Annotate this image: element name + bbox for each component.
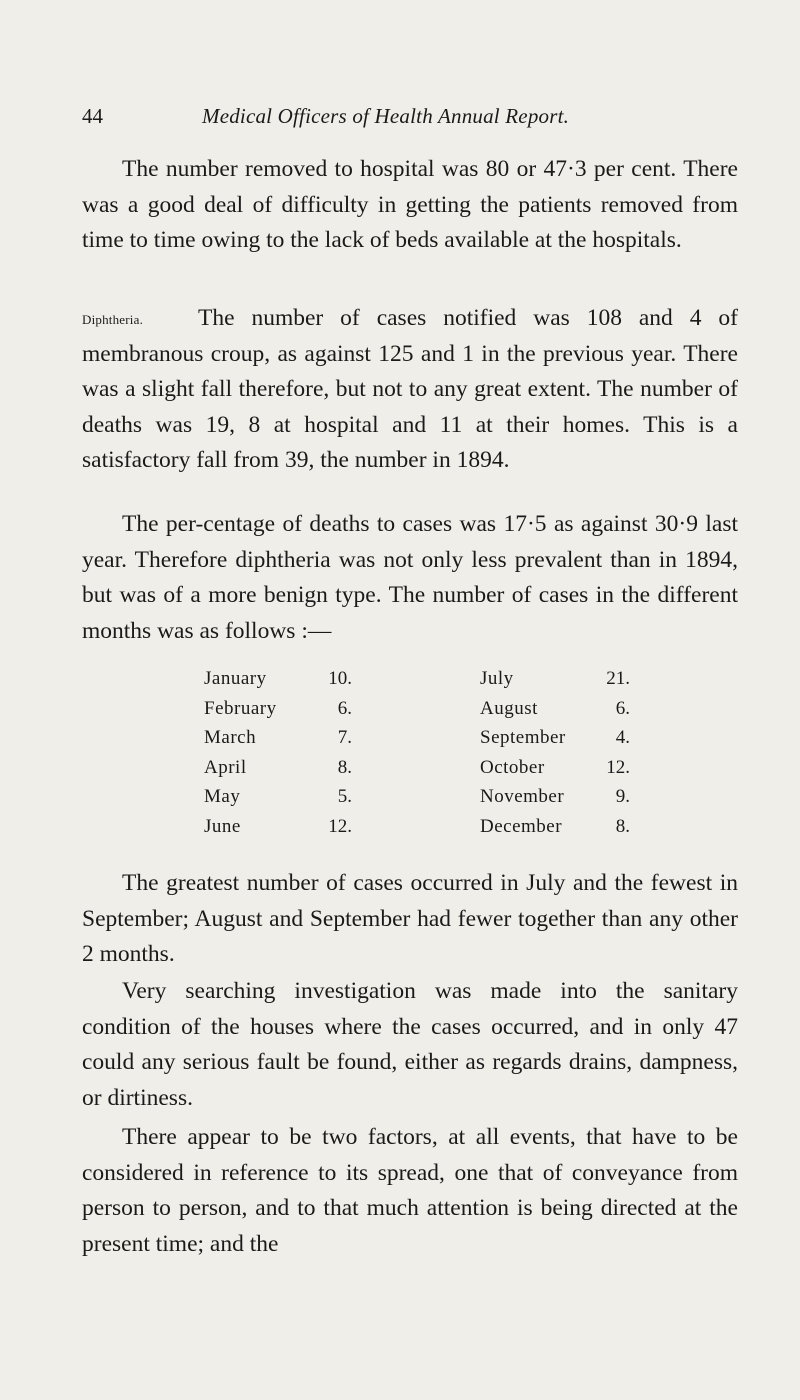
month-name: August [480,697,538,719]
months-column-left [204,664,354,841]
case-count: 8. [615,815,630,837]
paragraph-text: The per-centage of deaths to cases was 17·5 as against 30·9 last year. Therefore diphtheria was not only less prevalent than in 1894, but was of a more benign type. The number of cases in the different months was as follows :— [82,511,738,644]
case-count: 10. [328,668,352,689]
paragraph-greatest-fewest [82,866,738,973]
paragraph-death-percentage [82,507,738,649]
paragraph-diphtheria-cases [82,301,738,479]
case-count: 7. [337,727,352,748]
paragraph-sanitary-investigation [82,974,738,1116]
month-name: September [480,727,566,748]
paragraph-text: There appear to be two factors, at all events, that have to be considered in reference to its spread, one that of conveyance from person to person, and to that much attention is being directed at the present time; and the [82,1124,738,1257]
table-row [204,812,354,842]
paragraph-text: The number removed to hospital was 80 or 47·3 per cent. There was a good deal of difficulty in getting the patients removed from time to time owing to the lack of beds available at the hospitals. [82,156,738,253]
case-count: 5. [337,786,352,807]
case-count: 8. [337,756,352,778]
month-name: July [480,668,514,689]
table-row [204,664,354,694]
paragraph-hospital-removals [82,152,738,259]
table-row [480,782,630,812]
case-count: 12. [328,815,352,837]
table-row [204,723,354,753]
paragraph-text: The greatest number of cases occurred in July and the fewest in September; August and September had fewer together than any other 2 months. [82,870,738,967]
paragraph-text: The number of cases notified was 108 and 4 of membranous croup, as against 125 and 1 in the previous year. There was a slight fall therefore, but not to any great extent. The number of deaths was 19, 8 at hospital and 11 at their homes. This is a satisfactory fall from 39, the number in 1894. [82,305,738,473]
page-header [82,104,740,134]
case-count: 4. [615,727,630,748]
month-name: December [480,815,563,837]
table-row [480,664,630,694]
case-count: 21. [606,668,630,689]
running-title: Medical Officers of Health Annual Report. [202,104,570,128]
table-row [204,694,354,724]
case-count: 6. [337,697,352,719]
case-count: 12. [606,756,630,778]
month-name: October [480,756,545,778]
month-name: June [204,815,241,837]
month-name: April [204,756,247,778]
month-name: February [204,697,277,719]
months-column-right [480,664,630,841]
table-row [480,812,630,842]
table-row [480,723,630,753]
month-name: November [480,786,565,807]
case-count: 6. [615,697,630,719]
case-count: 9. [615,786,630,807]
month-name: May [204,786,241,807]
paragraph-spread-factors [82,1120,738,1262]
month-name: March [204,727,257,748]
table-row [204,753,354,783]
month-name: January [204,668,267,689]
table-row [204,782,354,812]
page-number: 44 [82,104,103,128]
table-row [480,753,630,783]
table-row [480,694,630,724]
paragraph-text: Very searching investigation was made into the sanitary condition of the houses where the cases occurred, and in only 47 could any serious fault be found, either as regards drains, dampness, or dirtiness. [82,978,738,1111]
margin-note-diphtheria: Diphtheria. [82,312,144,327]
